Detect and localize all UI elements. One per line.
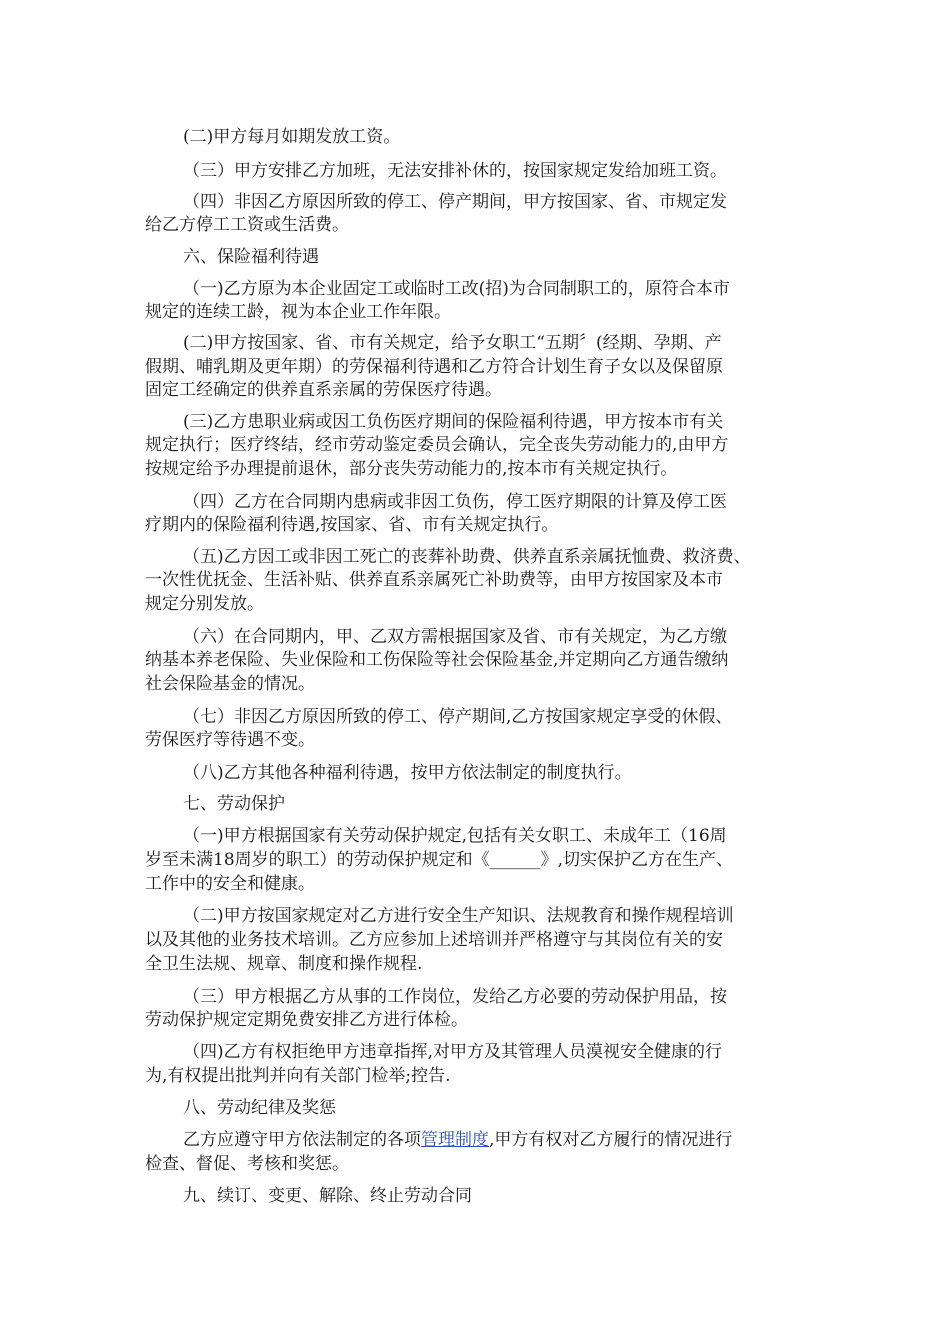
- text-line: 岁至未满18周岁的职工）的劳动保护规定和《______》,切实保护乙方在生产、: [145, 850, 734, 870]
- text-line: 固定工经确定的供养直系亲属的劳保医疗待遇。: [145, 380, 502, 400]
- text-line: （七）非因乙方原因所致的停工、停产期间,乙方按国家规定享受的休假、: [183, 707, 733, 727]
- text-line: （三）甲方安排乙方加班，无法安排补休的，按国家规定发给加班工资。: [183, 161, 727, 181]
- text-line: （四）非因乙方原因所致的停工、停产期间，甲方按国家、省、市规定发: [183, 192, 727, 212]
- text-line: 按规定给予办理提前退休，部分丧失劳动能力的,按本市有关规定执行。: [145, 459, 678, 479]
- management-system-link[interactable]: 管理制度: [421, 1130, 489, 1150]
- text-line: （四）乙方在合同期内患病或非因工负伤，停工医疗期限的计算及停工医: [183, 492, 727, 512]
- text-line: （五)乙方因工或非因工死亡的丧葬补助费、供养直系亲属抚恤费、救济费、: [183, 547, 751, 567]
- text-line: （二)甲方按国家规定对乙方进行安全生产知识、法规教育和操作规程培训: [183, 906, 734, 926]
- text-line: （八)乙方其他各种福利待遇，按甲方依法制定的制度执行。: [183, 763, 632, 783]
- text-line: 劳保医疗等待遇不变。: [145, 730, 315, 750]
- text-line: 全卫生法规、规章、制度和操作规程.: [145, 954, 423, 974]
- text-line: 假期、哺乳期及更年期）的劳保福利待遇和乙方符合计划生育子女以及保留原: [145, 357, 723, 377]
- section-heading: 八、劳动纪律及奖惩: [183, 1098, 336, 1118]
- text-line: 工作中的安全和健康。: [145, 874, 315, 894]
- text-line: 规定执行；医疗终结，经市劳动鉴定委员会确认，完全丧失劳动能力的,由甲方: [145, 435, 729, 455]
- text-line: （一)乙方原为本企业固定工或临时工改(招)为合同制职工的，原符合本市: [183, 279, 730, 299]
- text-line: 以及其他的业务技术培训。乙方应参加上述培训并严格遵守与其岗位有关的安: [145, 930, 723, 950]
- text-line: （一)甲方根据国家有关劳动保护规定,包括有关女职工、未成年工（16周: [183, 826, 727, 846]
- section-heading: 九、续订、变更、解除、终止劳动合同: [183, 1186, 472, 1206]
- text-line: 规定的连续工龄，视为本企业工作年限。: [145, 302, 451, 322]
- section-heading: 七、劳动保护: [183, 794, 285, 814]
- text-span: ,甲方有权对乙方履行的情况进行: [489, 1130, 733, 1150]
- text-line: （三）甲方根据乙方从事的工作岗位，发给乙方必要的劳动保护用品，按: [183, 987, 727, 1007]
- text-line: 给乙方停工工资或生活费。: [145, 215, 349, 235]
- section-heading: 六、保险福利待遇: [183, 247, 319, 267]
- text-line: 为,有权提出批判并向有关部门检举;控告.: [145, 1066, 451, 1086]
- text-line: 劳动保护规定定期免费安排乙方进行体检。: [145, 1010, 468, 1030]
- text-line: 规定分别发放。: [145, 594, 264, 614]
- text-line: 一次性优抚金、生活补贴、供养直系亲属死亡补助费等，由甲方按国家及本市: [145, 570, 723, 590]
- text-line-with-link: [183, 1128, 732, 1152]
- text-line: （六）在合同期内，甲、乙双方需根据国家及省、市有关规定，为乙方缴: [183, 627, 727, 647]
- text-line: 纳基本养老保险、失业保险和工伤保险等社会保险基金,并定期向乙方通告缴纳: [145, 650, 729, 670]
- text-line: （四)乙方有权拒绝甲方违章指挥,对甲方及其管理人员漠视安全健康的行: [183, 1042, 723, 1062]
- text-line: 社会保险基金的情况。: [145, 674, 315, 694]
- text-span: 乙方应遵守甲方依法制定的各项: [183, 1130, 421, 1150]
- text-line: (二)甲方每月如期发放工资。: [183, 127, 401, 147]
- text-line: 疗期内的保险福利待遇,按国家、省、市有关规定执行。: [145, 515, 559, 535]
- text-line: 检查、督促、考核和奖惩。: [145, 1154, 349, 1174]
- text-line: (二)甲方按国家、省、市有关规定，给予女职工“五期〞(经期、孕期、产: [183, 333, 722, 353]
- text-line: (三)乙方患职业病或因工负伤医疗期间的保险福利待遇，甲方按本市有关: [183, 412, 724, 432]
